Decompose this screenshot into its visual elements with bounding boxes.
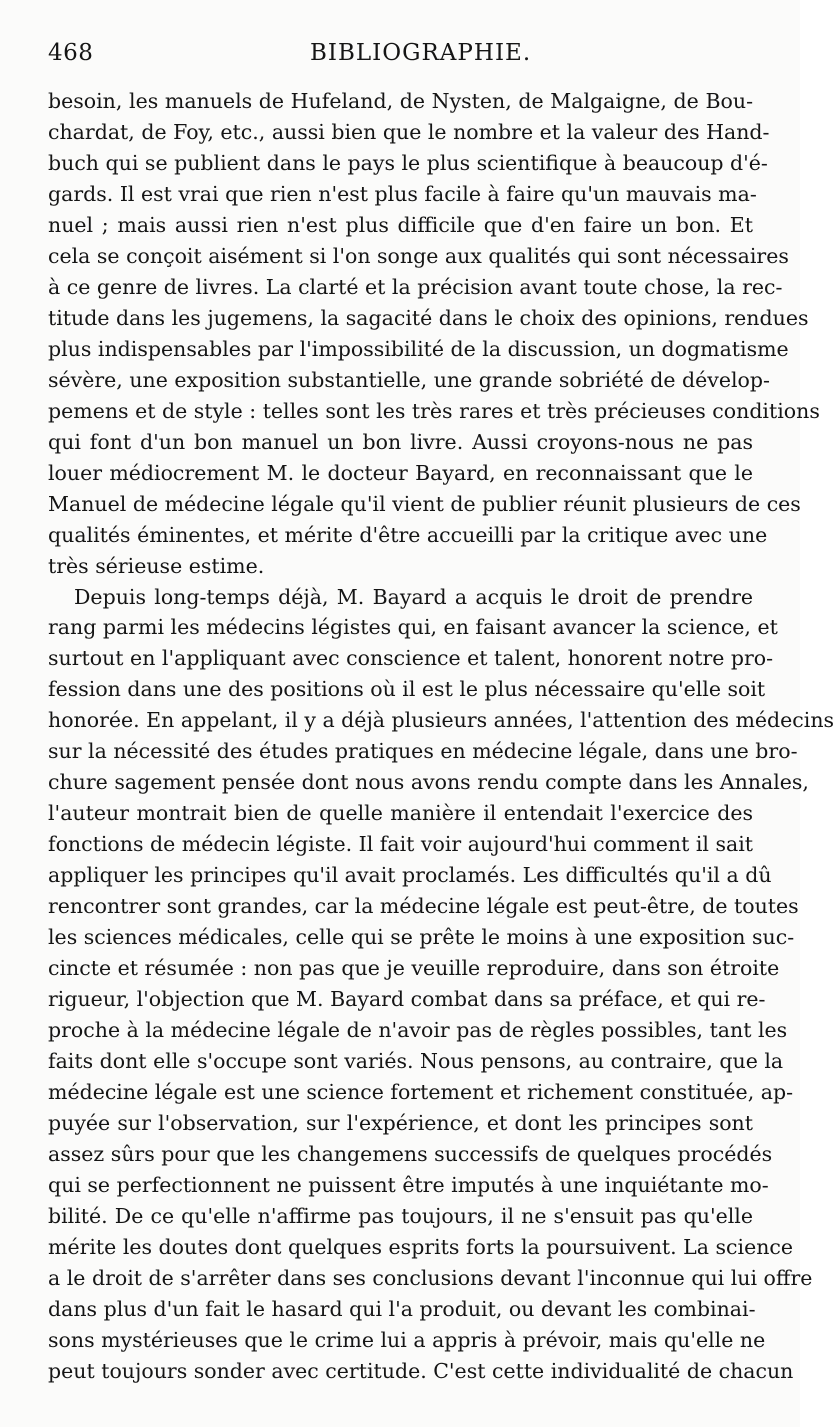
text-line: rencontrer sont grandes, car la médecine légale est peut-être, de toutes: [48, 894, 799, 919]
text-line: chure sagement pensée dont nous avons rendu compte dans les Annales,: [48, 770, 809, 795]
text-line: qui font d'un bon manuel un bon livre. Aussi croyons-nous ne pas: [48, 429, 753, 454]
text-line: sons mystérieuses que le crime lui a appris à prévoir, mais qu'elle ne: [48, 1327, 766, 1352]
text-line: dans plus d'un fait le hasard qui l'a produit, ou devant les combinai-: [48, 1296, 756, 1321]
text-line: pemens et de style : telles sont les très rares et très précieuses conditions: [48, 398, 820, 423]
text-line: faits dont elle s'occupe sont variés. Nous pensons, au contraire, que la: [48, 1049, 784, 1074]
text-line: sévère, une exposition substantielle, une grande sobriété de dévelop-: [48, 367, 770, 392]
body-text: [48, 86, 834, 1387]
text-line: fession dans une des positions où il est le plus nécessaire qu'elle soit: [48, 677, 766, 702]
text-line: très sérieuse estime.: [48, 553, 265, 578]
text-line: fonctions de médecin légiste. Il fait voir aujourd'hui comment il sait: [48, 832, 754, 857]
text-line: a le droit de s'arrêter dans ses conclusions devant l'inconnue qui lui offre: [48, 1265, 813, 1290]
text-line: sur la nécessité des études pratiques en médecine légale, dans une bro-: [48, 739, 798, 764]
text-line: peut toujours sonder avec certitude. C'est cette individualité de chacun: [48, 1358, 794, 1383]
text-line: les sciences médicales, celle qui se prête le moins à une exposition suc-: [48, 925, 795, 950]
running-title: BIBLIOGRAPHIE.: [310, 40, 532, 66]
running-head: [48, 40, 752, 72]
text-line: appliquer les principes qu'il avait proclamés. Les difficultés qu'il a dû: [48, 863, 772, 888]
text-line: médecine légale est une science fortement et richement constituée, ap-: [48, 1080, 793, 1104]
text-line: plus indispensables par l'impossibilité de la discussion, un dogmatisme: [48, 336, 789, 361]
text-line: gards. Il est vrai que rien n'est plus facile à faire qu'un mauvais ma-: [48, 181, 757, 206]
text-line: assez sûrs pour que les changemens successifs de quelques procédés: [48, 1141, 773, 1166]
text-line: Depuis long-temps déjà, M. Bayard a acquis le droit de prendre: [74, 584, 753, 609]
text-line: honorée. En appelant, il y a déjà plusieurs années, l'attention des médecins: [48, 708, 834, 733]
text-line: titude dans les jugemens, la sagacité dans le choix des opinions, rendues: [48, 305, 809, 330]
text-line: l'auteur montrait bien de quelle manière il entendait l'exercice des: [48, 801, 753, 826]
text-line: cela se conçoit aisément si l'on songe aux qualités qui sont nécessaires: [48, 243, 789, 268]
text-line: nuel ; mais aussi rien n'est plus difficile que d'en faire un bon. Et: [48, 212, 753, 237]
text-line: cincte et résumée : non pas que je veuille reproduire, dans son étroite: [48, 956, 780, 981]
text-line: mérite les doutes dont quelques esprits forts la poursuivent. La science: [48, 1234, 794, 1259]
text-line: Manuel de médecine légale qu'il vient de publier réunit plusieurs de ces: [48, 491, 801, 516]
text-line: surtout en l'appliquant avec conscience et talent, honorent notre pro-: [48, 646, 774, 671]
text-line: proche à la médecine légale de n'avoir pas de règles possibles, tant les: [48, 1018, 788, 1043]
text-line: rigueur, l'objection que M. Bayard combat dans sa préface, et qui re-: [48, 987, 766, 1012]
text-line: chardat, de Foy, etc., aussi bien que le nombre et la valeur des Hand-: [48, 119, 770, 144]
text-line: rang parmi les médecins légistes qui, en faisant avancer la science, et: [48, 615, 778, 640]
text-line: qualités éminentes, et mérite d'être accueilli par la critique avec une: [48, 522, 768, 547]
text-line: louer médiocrement M. le docteur Bayard, en reconnaissant que le: [48, 460, 753, 485]
text-line: besoin, les manuels de Hufeland, de Nysten, de Malgaigne, de Bou-: [48, 89, 753, 113]
text-line: à ce genre de livres. La clarté et la précision avant toute chose, la rec-: [48, 274, 783, 299]
text-line: bilité. De ce qu'elle n'affirme pas toujours, il ne s'ensuit pas qu'elle: [48, 1203, 753, 1228]
text-line: qui se perfectionnent ne puissent être imputés à une inquiétante mo-: [48, 1172, 769, 1197]
text-line: buch qui se publient dans le pays le plus scientifique à beaucoup d'é-: [48, 150, 768, 175]
text-line: puyée sur l'observation, sur l'expérience, et dont les principes sont: [48, 1110, 753, 1135]
page-number: 468: [48, 40, 94, 66]
